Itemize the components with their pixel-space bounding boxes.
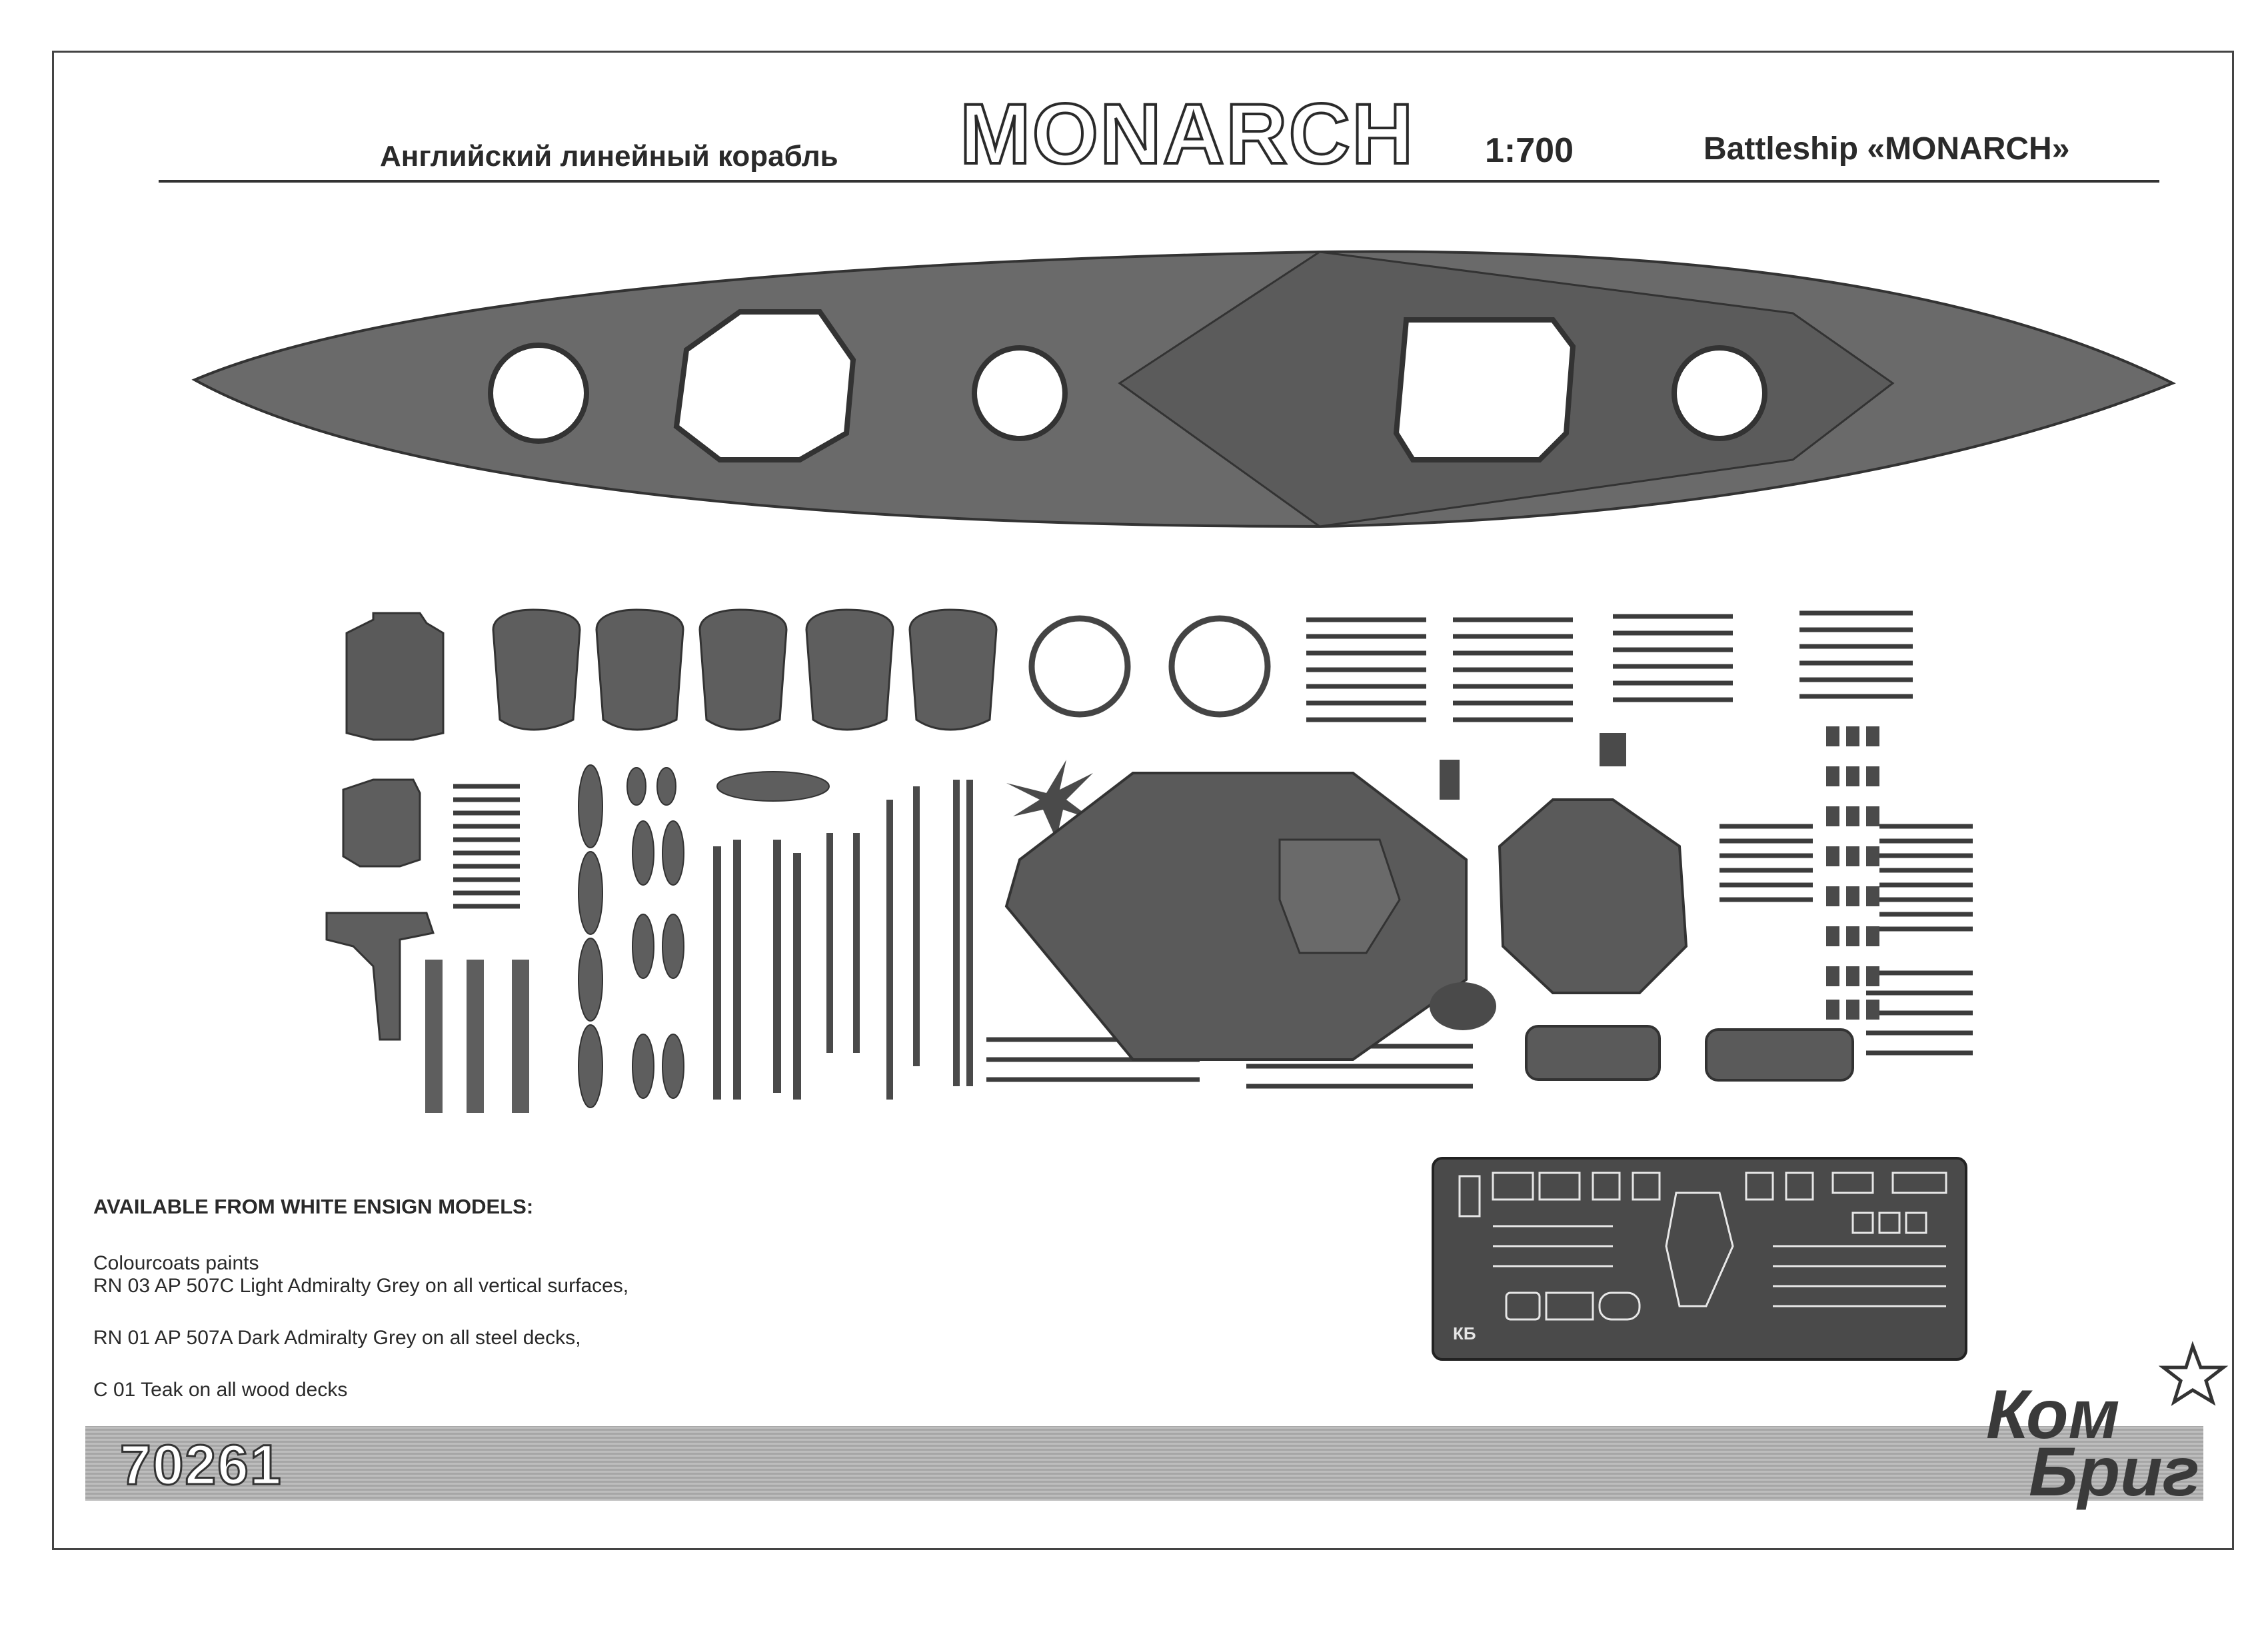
russian-title: Английский линейный корабль xyxy=(380,140,838,173)
model-name-title: MONARCH xyxy=(960,87,1415,182)
brand-logo-line-1: Ком xyxy=(1986,1376,2120,1453)
parts-boats xyxy=(578,765,829,1108)
turret-shield-1 xyxy=(493,610,580,730)
funnels xyxy=(1526,1026,1853,1080)
paint-line-2: RN 01 AP 507A Dark Admiralty Grey on all steel decks, xyxy=(93,1327,581,1349)
parts-right-column xyxy=(1826,726,1879,1020)
parts-small-columns xyxy=(713,780,973,1100)
mount-base-part xyxy=(347,613,443,740)
hull-deck xyxy=(195,252,2173,526)
brand-logo-line-2: Бриг xyxy=(2029,1433,2200,1511)
turret-opening-2 xyxy=(974,348,1065,438)
paint-line-1: RN 03 AP 507C Light Admiralty Grey on all vertical surfaces, xyxy=(93,1275,629,1297)
footer-band xyxy=(85,1426,2203,1511)
turret-shield-3 xyxy=(700,610,786,730)
brand-logo xyxy=(1986,1376,2200,1511)
paint-info-heading: AVAILABLE FROM WHITE ENSIGN MODELS: xyxy=(93,1195,534,1218)
turret-opening-3 xyxy=(1674,348,1765,438)
photo-etch-fret xyxy=(1433,1158,1966,1359)
parts-row-top xyxy=(347,610,1268,740)
turret-shield-2 xyxy=(596,610,683,730)
turret-shield-4 xyxy=(806,610,893,730)
ring-part-2 xyxy=(1172,618,1268,714)
fret-logo-mark: КБ xyxy=(1453,1323,1476,1343)
superstructure-opening-2 xyxy=(1396,320,1573,460)
superstructure-decks xyxy=(1006,733,1686,1060)
english-title: Battleship «MONARCH» xyxy=(1703,131,2070,167)
ring-part-1 xyxy=(1032,618,1128,714)
turret-opening-1 xyxy=(491,345,586,441)
kit-number: 70261 xyxy=(120,1433,283,1496)
paint-line-3: C 01 Teak on all wood decks xyxy=(93,1379,348,1401)
turret-shield-5 xyxy=(910,610,996,730)
parts-left-column xyxy=(327,780,529,1113)
paint-intro: Colourcoats paints xyxy=(93,1252,259,1274)
paint-info-block xyxy=(93,1174,826,1401)
scale-label: 1:700 xyxy=(1485,131,1574,170)
